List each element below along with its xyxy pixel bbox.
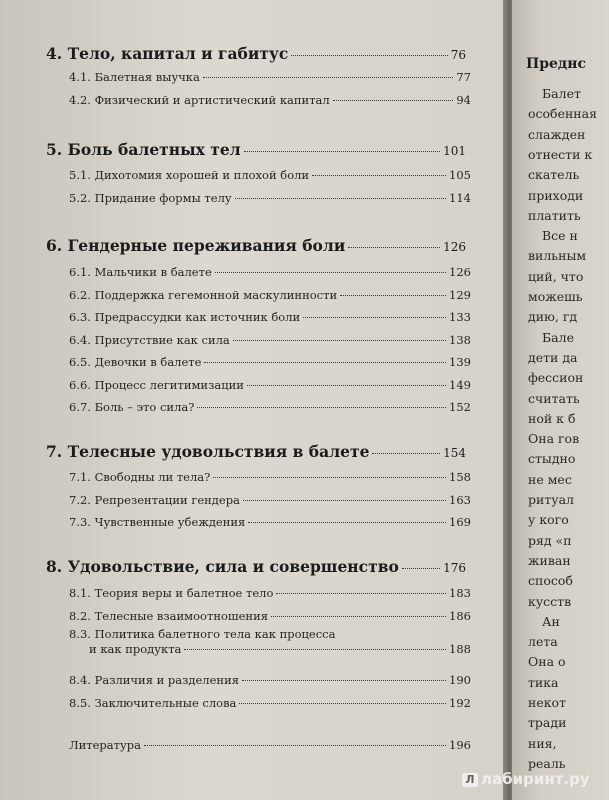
toc-section: 8.5. Заключительные слова 192 <box>69 696 471 710</box>
right-page-line: можешь <box>528 289 583 304</box>
right-page-line: скатель <box>528 167 580 183</box>
chapter-title: 5. Боль балетных тел <box>46 140 241 159</box>
right-page-line: Она гов <box>528 431 580 447</box>
right-page-line: дию, гд <box>528 309 578 325</box>
right-page-line: ния, <box>528 735 557 751</box>
right-page-line: лета <box>528 634 558 650</box>
toc-literature: Литература 196 <box>69 738 471 752</box>
toc-section: 7.1. Свободны ли тела? 158 <box>69 470 471 484</box>
toc-chapter-5 <box>46 140 466 159</box>
right-page-line: Она о <box>528 654 566 670</box>
right-page-line: слажден <box>528 126 586 142</box>
toc-section: 6.7. Боль – это сила? 152 <box>69 400 471 414</box>
right-page-line: реаль <box>528 755 566 771</box>
right-page-line: Все н <box>542 228 578 244</box>
right-page-line: у кого <box>528 512 569 528</box>
right-page-title: Преднс <box>526 56 587 72</box>
right-page-line: платить <box>528 207 581 223</box>
toc-section: 6.2. Поддержка гегемонной маскулинности 129 <box>69 288 471 302</box>
right-page-line: Ан <box>542 613 560 629</box>
right-page <box>512 0 609 800</box>
right-page-line: способ <box>528 573 573 589</box>
right-page-line: ной к б <box>528 410 576 426</box>
right-page-line: Балет <box>542 86 581 101</box>
chapter-page: 176 <box>443 561 466 575</box>
toc-section: 6.4. Присутствие как сила 138 <box>69 333 471 347</box>
watermark-logo: Л лабиринт.ру <box>462 770 590 788</box>
chapter-title: 7. Телесные удовольствия в балете <box>46 442 370 461</box>
chapter-title: 6. Гендерные переживания боли <box>46 236 346 255</box>
toc-section: 5.2. Придание формы телу 114 <box>69 191 471 205</box>
right-page-line: фессион <box>528 370 584 386</box>
toc-section: 7.3. Чувственные убеждения 169 <box>69 515 471 529</box>
right-page-line: стыдно <box>528 451 576 467</box>
right-page-line: некот <box>528 695 566 710</box>
toc-section: 8.2. Телесные взаимоотношения 186 <box>69 609 471 623</box>
right-page-line: Бале <box>542 329 574 345</box>
toc-section: 8.4. Различия и разделения 190 <box>69 673 471 687</box>
right-page-line: тради <box>528 715 567 731</box>
right-page-line: считать <box>528 390 580 406</box>
right-page-line: кусств <box>528 593 572 609</box>
toc-chapter-4 <box>46 44 466 63</box>
toc-chapter-7 <box>46 442 466 461</box>
right-page-line: вильным <box>528 248 587 264</box>
toc-section: 7.2. Репрезентации гендера 163 <box>69 493 471 507</box>
chapter-page: 76 <box>450 48 466 62</box>
labirint-logo-icon: Л <box>462 773 478 787</box>
right-page-line: ряд «п <box>528 532 572 548</box>
toc-section: 5.1. Дихотомия хорошей и плохой боли 105 <box>69 168 471 182</box>
right-page-line: ций, что <box>528 268 584 284</box>
chapter-page: 154 <box>443 446 466 460</box>
right-page-line: дети да <box>528 349 578 365</box>
toc-chapter-6 <box>46 236 466 255</box>
chapter-page: 101 <box>443 144 466 158</box>
right-page-line: ритуал <box>528 492 574 507</box>
toc-section: 6.1. Мальчики в балете 126 <box>69 265 471 279</box>
toc-section: 6.6. Процесс легитимизации 149 <box>69 378 471 392</box>
right-page-line: живан <box>528 552 571 568</box>
toc-chapter-8 <box>46 557 466 576</box>
toc-section: 6.3. Предрассудки как источник боли 133 <box>69 310 471 324</box>
right-page-line: тика <box>528 674 559 690</box>
right-page-line: особенная <box>528 106 597 122</box>
right-page-line: приходи <box>528 187 584 203</box>
toc-section: 6.5. Девочки в балете 139 <box>69 355 471 369</box>
right-page-line: не мес <box>528 471 572 487</box>
right-page-line: отнести к <box>528 146 593 162</box>
chapter-title: 4. Тело, капитал и габитус <box>46 44 289 63</box>
toc-section: 8.1. Теория веры и балетное тело 183 <box>69 586 471 600</box>
toc-section: 4.2. Физический и артистический капитал 94 <box>69 93 471 107</box>
chapter-page: 126 <box>443 240 466 254</box>
toc-section: 4.1. Балетная выучка 77 <box>69 70 471 84</box>
chapter-title: 8. Удовольствие, сила и совершенство <box>46 557 399 576</box>
toc-section-multiline: 8.3. Политика балетного тела как процесса и как продукта 188 <box>69 627 471 656</box>
